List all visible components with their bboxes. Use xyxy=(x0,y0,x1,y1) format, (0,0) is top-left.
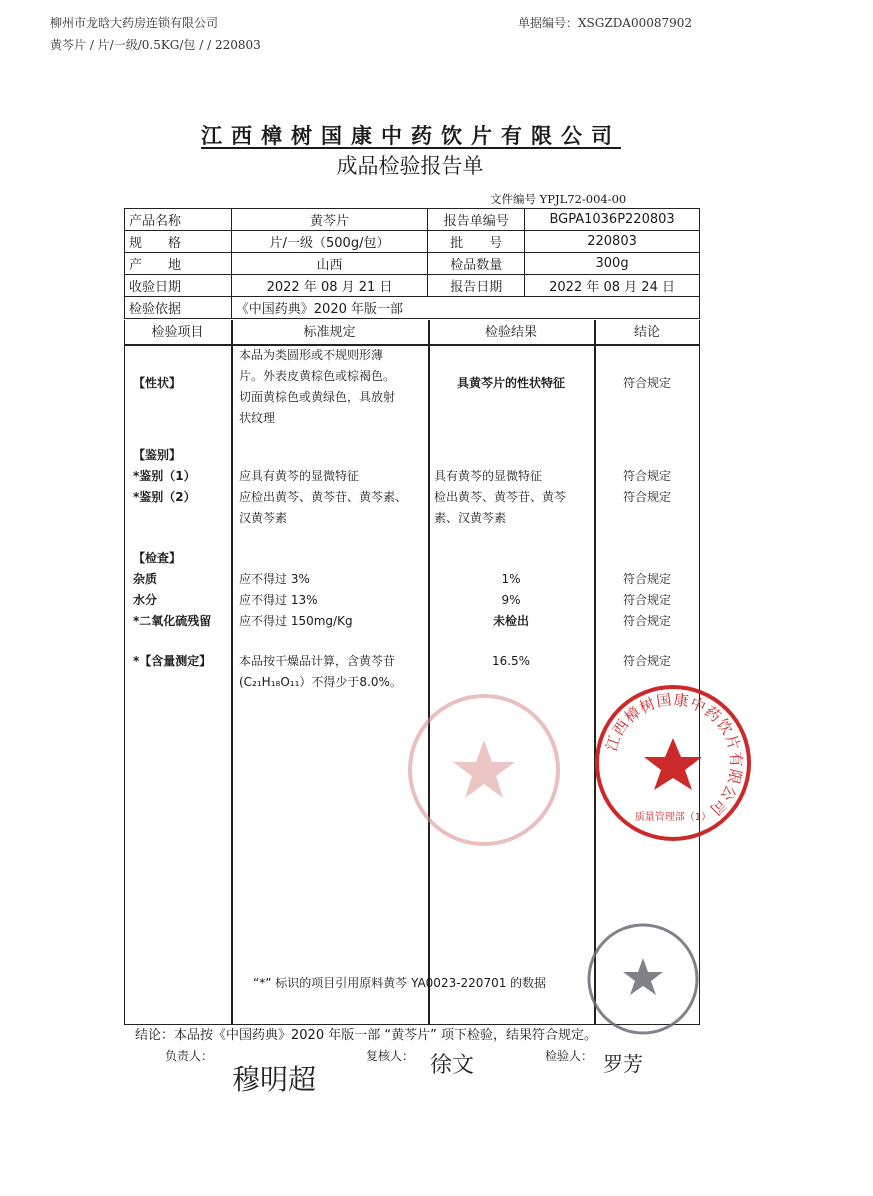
report-date-value: 2022 年 08 月 24 日 xyxy=(525,275,700,297)
conclusion-ident-2: 符合规定 xyxy=(622,490,671,504)
item-appearance: 【性状】 xyxy=(133,376,182,390)
section-check: 【检查】 xyxy=(133,551,182,565)
item-assay: *【含量测定】 xyxy=(133,654,212,668)
result-so2: 未检出 xyxy=(492,614,529,628)
conclusion-moisture: 符合规定 xyxy=(622,593,671,607)
report-no-value: BGPA1036P220803 xyxy=(525,209,700,231)
col-item-header: 检验项目 xyxy=(151,325,204,340)
reviewer-label: 复核人： xyxy=(366,1049,415,1063)
header-doc-number: 单据编号：XSGZDA00087902 xyxy=(518,16,693,30)
result-impurity: 1% xyxy=(501,572,521,586)
qty-value: 300g xyxy=(525,253,700,275)
spec-value: 片/一级（500g/包） xyxy=(231,231,428,253)
header-company: 柳州市龙晗大药房连锁有限公司 xyxy=(50,16,219,30)
std-ident-2: 应检出黄芩、黄芩苷、黄芩素、 汉黄芩素 xyxy=(239,490,408,525)
divider xyxy=(231,320,233,1025)
info-table xyxy=(124,208,700,319)
product-name-label: 产品名称 xyxy=(125,209,232,231)
report-no-label: 报告单编号 xyxy=(428,209,525,231)
result-assay: 16.5% xyxy=(491,654,531,668)
official-red-stamp-icon xyxy=(592,682,754,844)
receive-date-value: 2022 年 08 月 21 日 xyxy=(231,275,428,297)
section-identification: 【鉴别】 xyxy=(133,448,182,462)
std-moisture: 应不得过 13% xyxy=(239,593,318,607)
report-date-label: 报告日期 xyxy=(428,275,525,297)
company-title: 江西樟树国康中药饮片有限公司 xyxy=(201,124,621,148)
conclusion-so2: 符合规定 xyxy=(622,614,671,628)
conclusion-appearance: 符合规定 xyxy=(622,376,671,390)
col-result-header: 检验结果 xyxy=(484,325,537,340)
result-appearance: 具黄芩片的性状特征 xyxy=(456,376,565,390)
col-conclusion-header: 结论 xyxy=(633,325,660,340)
header-product-line: 黄芩片 / 片/一级/0.5KG/包 / / 220803 xyxy=(50,38,261,52)
origin-value: 山西 xyxy=(231,253,428,275)
result-ident-1: 具有黄芩的显微特征 xyxy=(434,469,543,483)
std-assay: 本品按干燥品计算，含黄芩苷 (C₂₁H₁₈O₁₁）不得少于8.0%。 xyxy=(239,654,402,689)
inspector-label: 检验人： xyxy=(545,1049,594,1063)
origin-label: 产 地 xyxy=(125,253,232,275)
spec-label: 规 格 xyxy=(125,231,232,253)
footnote: “*” 标识的项目引用原料黄芩 YA0023-220701 的数据 xyxy=(253,976,547,990)
conclusion-impurity: 符合规定 xyxy=(622,572,671,586)
divider xyxy=(428,320,430,1025)
file-number: 文件编号 YPJL72-004-00 xyxy=(490,192,627,206)
result-moisture: 9% xyxy=(501,593,521,607)
responsible-signature: 穆明超 xyxy=(232,1063,317,1096)
overall-conclusion: 结论：本品按《中国药典》2020 年版一部 “黄芩片” 项下检验，结果符合规定。 xyxy=(135,1028,597,1043)
reviewer-signature: 徐文 xyxy=(430,1053,475,1078)
std-ident-1: 应具有黄芩的显微特征 xyxy=(239,469,360,483)
std-appearance: 本品为类圆形或不规则形薄 片。外表皮黄棕色或棕褐色。 切面黄棕色或黄绿色，具放射 状纹理 xyxy=(239,348,396,425)
conclusion-assay: 符合规定 xyxy=(622,654,671,668)
item-ident-1: *鉴别（1） xyxy=(133,469,196,483)
product-name-value: 黄芩片 xyxy=(231,209,428,231)
basis-label: 检验依据 xyxy=(125,297,232,319)
conclusion-ident-1: 符合规定 xyxy=(622,469,671,483)
result-ident-2: 检出黄芩、黄芩苷、黄芩 素、汉黄芩素 xyxy=(434,490,567,525)
inspection-stamp-icon xyxy=(584,920,702,1038)
svg-text:质量管理部（1）: 质量管理部（1） xyxy=(634,812,712,823)
item-so2: *二氧化硫残留 xyxy=(133,614,212,628)
col-standard-header: 标准规定 xyxy=(303,325,356,340)
batch-value: 220803 xyxy=(525,231,700,253)
svg-text:江西樟树国康中药饮片有限公司: 江西樟树国康中药饮片有限公司 xyxy=(602,690,746,820)
qty-label: 检品数量 xyxy=(428,253,525,275)
basis-value: 《中国药典》2020 年版一部 xyxy=(231,297,699,319)
item-ident-2: *鉴别（2） xyxy=(133,490,196,504)
receive-date-label: 收验日期 xyxy=(125,275,232,297)
faint-stamp-icon xyxy=(404,690,564,850)
inspector-signature: 罗芳 xyxy=(603,1052,643,1076)
item-moisture: 水分 xyxy=(133,593,158,607)
document-title: 成品检验报告单 xyxy=(336,154,484,178)
item-impurity: 杂质 xyxy=(133,572,158,586)
responsible-label: 负责人： xyxy=(165,1049,214,1063)
batch-label: 批 号 xyxy=(428,231,525,253)
std-so2: 应不得过 150mg/Kg xyxy=(239,614,353,628)
std-impurity: 应不得过 3% xyxy=(239,572,310,586)
